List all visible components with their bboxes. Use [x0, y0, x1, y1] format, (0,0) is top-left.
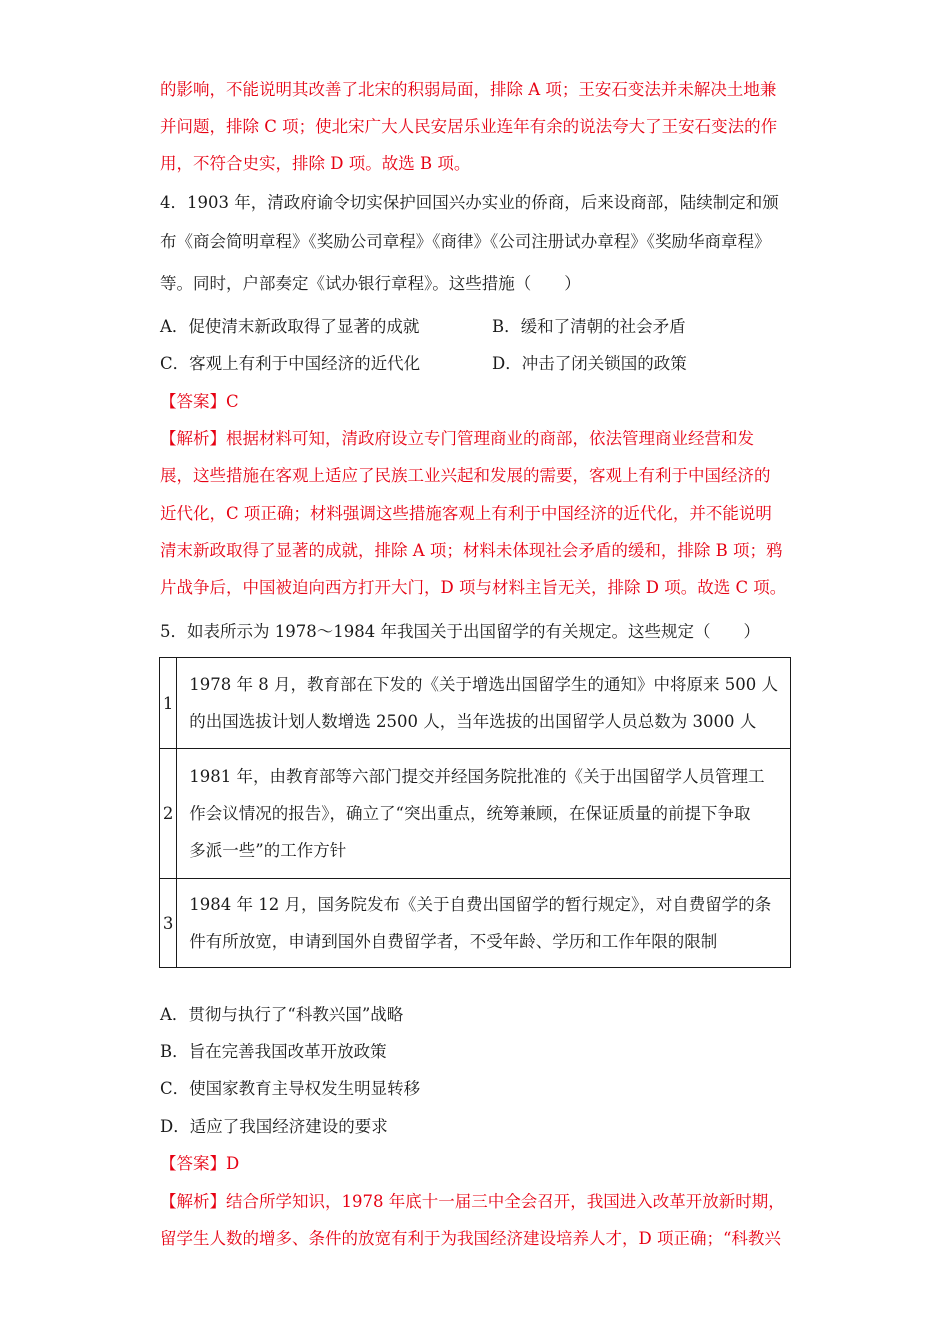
table-row-content: [177, 749, 791, 879]
q4-stem-line-3: 等。同时，户部奏定《试办银行章程》。这些措施（ ）: [160, 274, 581, 293]
q4-analysis-text-1: 根据材料可知，清政府设立专门管理商业的商部，依法管理商业经营和发: [226, 429, 754, 448]
prev-analysis-line-1: 的影响，不能说明其改善了北宋的积弱局面，排除 A 项；王安石变法并未解决土地兼: [160, 80, 777, 99]
q4-answer-value: C: [226, 392, 239, 411]
q4-option-a: A．促使清末新政取得了显著的成就: [160, 317, 420, 336]
table-cell-line: 件有所放宽，申请到国外自费留学者，不受年龄、学历和工作年限的限制: [189, 932, 718, 951]
q4-stem-line-1: 4．1903 年，清政府谕令切实保护回国兴办实业的侨商，后来设商部，陆续制定和颁: [160, 193, 779, 212]
q4-analysis-line-2: 展，这些措施在客观上适应了民族工业兴起和发展的需要，客观上有利于中国经济的: [160, 466, 771, 485]
table-row-number: 2: [160, 749, 177, 879]
table-cell-line: 多派一些”的工作方针: [189, 841, 347, 860]
q4-option-c: C．客观上有利于中国经济的近代化: [160, 354, 421, 373]
q5-option-a: A．贯彻与执行了“科教兴国”战略: [160, 1005, 404, 1024]
table-row: [160, 749, 791, 879]
q5-analysis-line-1: [160, 1192, 800, 1212]
q5-answer-value: D: [226, 1154, 240, 1173]
q4-answer: [160, 392, 800, 412]
table-cell-line: 1984 年 12 月，国务院发布《关于自费出国留学的暂行规定》，对自费留学的条: [189, 895, 772, 914]
prev-analysis-line-2: 并问题，排除 C 项；使北宋广大人民安居乐业连年有余的说法夸大了王安石变法的作: [160, 117, 778, 136]
q5-option-b: B．旨在完善我国改革开放政策: [160, 1042, 387, 1061]
q5-analysis-line-2: 留学生人数的增多、条件的放宽有利于为我国经济建设培养人才，D 项正确；“科教兴: [160, 1229, 781, 1248]
table-cell-line: 1978 年 8 月，教育部在下发的《关于增选出国留学生的通知》中将原来 500 人: [189, 675, 778, 694]
q4-analysis-line-4: 清末新政取得了显著的成就，排除 A 项；材料未体现社会矛盾的缓和，排除 B 项；鸦: [160, 541, 783, 560]
prev-analysis-line-3: 用，不符合史实，排除 D 项。故选 B 项。: [160, 154, 471, 173]
q4-analysis-line-1: [160, 429, 800, 449]
q5-answer: [160, 1154, 800, 1174]
q4-answer-label: 【答案】: [160, 392, 226, 411]
table-cell-line: 的出国选拔计划人数增选 2500 人，当年选拔的出国留学人员总数为 3000 人: [189, 712, 757, 731]
q4-analysis-label: 【解析】: [160, 429, 226, 448]
table-row-number: 3: [160, 879, 177, 968]
q5-regulations-table: [159, 657, 791, 968]
q4-analysis-line-3: 近代化，C 项正确；材料强调这些措施客观上有利于中国经济的近代化，并不能说明: [160, 504, 772, 523]
table-cell-line: 作会议情况的报告》，确立了“突出重点，统筹兼顾，在保证质量的前提下争取: [189, 804, 751, 823]
q5-stem: 5．如表所示为 1978～1984 年我国关于出国留学的有关规定。这些规定（ ）: [160, 622, 760, 641]
q4-stem-line-2: 布《商会简明章程》《奖励公司章程》《商律》《公司注册试办章程》《奖励华商章程》: [160, 232, 771, 251]
table-row-content: [177, 658, 791, 749]
table-cell-line: 1981 年，由教育部等六部门提交并经国务院批准的《关于出国留学人员管理工: [189, 767, 765, 786]
q5-answer-label: 【答案】: [160, 1154, 226, 1173]
q5-analysis-text-1: 结合所学知识，1978 年底十一届三中全会召开，我国进入改革开放新时期，: [226, 1192, 785, 1211]
q5-option-c: C．使国家教育主导权发生明显转移: [160, 1079, 421, 1098]
q4-option-d: D．冲击了闭关锁国的政策: [492, 354, 687, 373]
table-row-content: [177, 879, 791, 968]
q4-analysis-line-5: 片战争后，中国被迫向西方打开大门，D 项与材料主旨无关，排除 D 项。故选 C 项。: [160, 578, 787, 597]
q5-option-d: D．适应了我国经济建设的要求: [160, 1117, 388, 1136]
table-row: [160, 879, 791, 968]
table-row-number: 1: [160, 658, 177, 749]
q5-analysis-label: 【解析】: [160, 1192, 226, 1211]
q4-option-b: B．缓和了清朝的社会矛盾: [492, 317, 686, 336]
table-row: [160, 658, 791, 749]
